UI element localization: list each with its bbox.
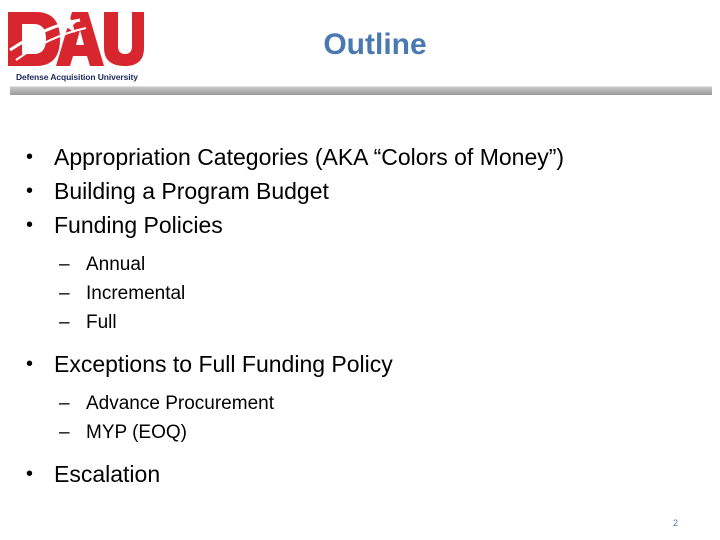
bullet-marker: • (26, 463, 34, 485)
bullet-text: Escalation (54, 461, 161, 487)
bullet-marker: • (26, 353, 34, 375)
page-title: Outline (323, 28, 427, 61)
sub-bullet-item (26, 250, 706, 279)
sub-bullet-marker: – (59, 393, 70, 414)
sub-bullet-text: MYP (EOQ) (86, 422, 187, 443)
bullet-marker: • (26, 146, 34, 168)
sub-bullet-marker: – (59, 312, 70, 333)
sub-bullet-text: Annual (86, 254, 146, 275)
bullet-item (26, 208, 706, 242)
dau-logo-mark (6, 6, 146, 70)
sub-bullet-marker: – (59, 254, 70, 275)
bullet-text: Building a Program Budget (54, 178, 329, 204)
bullet-item (26, 140, 706, 174)
sub-bullet-text: Advance Procurement (86, 393, 274, 414)
bullet-text: Exceptions to Full Funding Policy (54, 351, 393, 377)
sub-bullet-text: Full (86, 312, 117, 333)
dau-logo (6, 6, 146, 80)
sub-bullet-marker: – (59, 283, 70, 304)
outline-list (26, 140, 706, 491)
bullet-item (26, 174, 706, 208)
logo-caption: Defense Acquisition University (16, 72, 138, 82)
sub-bullet-marker: – (59, 422, 70, 443)
sub-bullet-item (26, 279, 706, 308)
header-rule (10, 86, 712, 95)
bullet-text: Appropriation Categories (AKA “Colors of Money”) (54, 144, 565, 170)
sub-bullet-text: Incremental (86, 283, 186, 304)
page-number: 2 (672, 518, 678, 528)
bullet-item (26, 347, 706, 381)
bullet-text: Funding Policies (54, 212, 223, 238)
sub-bullet-item (26, 389, 706, 418)
bullet-item (26, 457, 706, 491)
sub-bullet-item (26, 418, 706, 447)
bullet-marker: • (26, 180, 34, 202)
sub-bullet-item (26, 308, 706, 337)
bullet-marker: • (26, 214, 34, 236)
